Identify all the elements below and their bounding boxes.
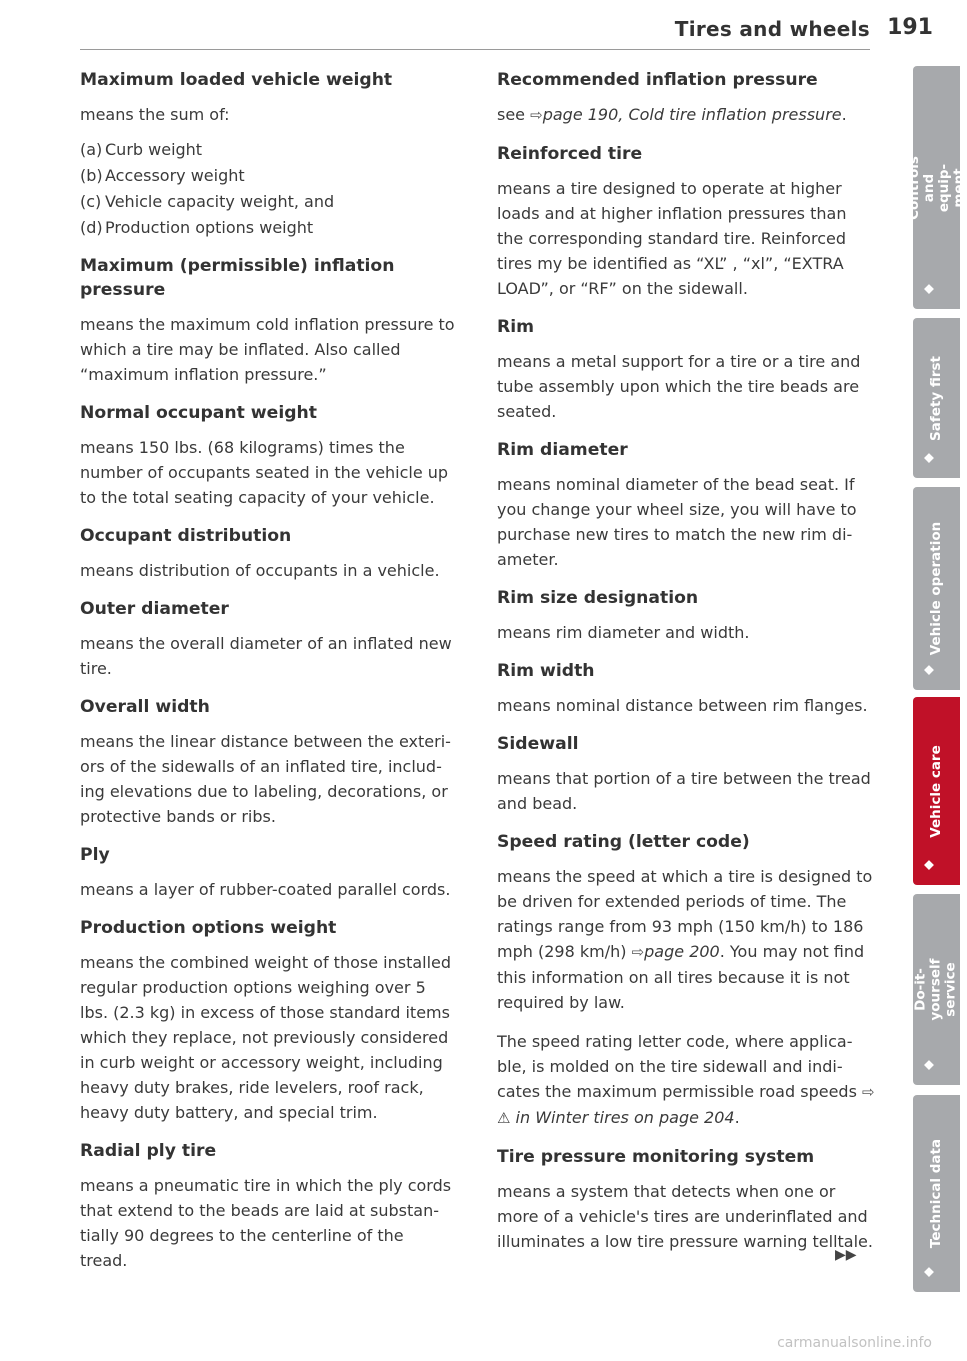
warning-triangle-icon: ⚠ xyxy=(497,1109,511,1127)
list-item-text: Accessory weight xyxy=(105,166,245,185)
tab-safety-first[interactable] xyxy=(913,318,960,478)
arrow-right-icon: ⇨ xyxy=(862,1083,875,1101)
tab-label: Technical data xyxy=(928,1138,945,1249)
definition-list xyxy=(80,137,455,240)
page-number: 191 xyxy=(887,15,933,40)
definition-text: means the combined weight of those installed regular production options weighing over 5 lbs. (2.3 kg) in excess of those standard items which they replace, not previously considered in curb weight or accessory weight, including heavy duty brakes, ride levelers, roof rack, heavy duty battery, and special trim. xyxy=(80,953,452,1122)
term-heading: Sidewall xyxy=(497,734,579,754)
tab-label: Safety first xyxy=(928,355,944,441)
list-item-text: Curb weight xyxy=(105,140,203,159)
definition-text: means nominal distance between rim flanges. xyxy=(497,696,868,715)
text-fragment: . xyxy=(841,105,847,124)
list-marker: (c) xyxy=(80,192,102,211)
definition-entry xyxy=(497,142,875,301)
list-marker: (d) xyxy=(80,218,103,237)
tab-label: Do-it-yourself service xyxy=(913,958,959,1021)
running-head: Tires and wheels xyxy=(674,17,870,41)
term-heading: Rim width xyxy=(497,661,595,681)
diamond-icon xyxy=(924,860,934,870)
term-heading: Normal occupant weight xyxy=(80,403,317,423)
text-fragment: The speed rating letter code, where applicable, is molded on the tire sidewall and indicates the maximum permissible road speeds xyxy=(497,1032,857,1101)
term-heading: Rim xyxy=(497,317,535,337)
watermark: carmanualsonline.info xyxy=(777,1335,932,1351)
definition-text: means the maximum cold inflation pressure to which a tire may be inflated. Also called “maximum inflation pressure.” xyxy=(80,315,455,384)
definition-entry xyxy=(497,438,875,572)
definition-text: means a layer of rubber-coated parallel cords. xyxy=(80,880,451,899)
definition-entry xyxy=(80,597,455,681)
list-item xyxy=(80,189,455,214)
definition-text xyxy=(497,864,875,1015)
arrow-right-icon: ⇨ xyxy=(631,943,645,961)
definition-entry xyxy=(80,254,455,387)
definition-text: means that portion of a tire between the tread and bead. xyxy=(497,769,871,813)
definition-entry xyxy=(497,586,875,645)
definition-text: means a metal support for a tire or a tire and tube assembly upon which the tire beads are seated. xyxy=(497,352,861,421)
definition-text: means nominal diameter of the bead seat. If you change your wheel size, you will have to purchase new tires to match the new rim diameter. xyxy=(497,475,857,569)
definition-entry xyxy=(80,401,455,510)
tab-label: Controls and equip- ment xyxy=(905,155,967,220)
term-heading: Production options weight xyxy=(80,918,337,938)
page-cross-reference[interactable] xyxy=(530,105,841,124)
tab-label: Vehicle operation xyxy=(928,521,945,656)
definition-text: means rim diameter and width. xyxy=(497,623,750,642)
list-item-text: Production options weight xyxy=(105,218,314,237)
left-column xyxy=(80,68,455,1287)
text-fragment: . You may not find this information on all tires because it is not required by law. xyxy=(497,942,865,1012)
header-rule xyxy=(80,49,870,50)
definition-entry xyxy=(497,68,875,128)
definition-text: means the overall diameter of an inflated new tire. xyxy=(80,634,452,678)
definition-entry xyxy=(497,732,875,816)
definition-entry xyxy=(80,524,455,583)
definition-text: means distribution of occupants in a vehicle. xyxy=(80,561,440,580)
tab-controls-and-equipment[interactable] xyxy=(905,66,967,309)
diamond-icon xyxy=(924,284,934,294)
term-heading: Reinforced tire xyxy=(497,144,643,164)
continue-arrow-icon: ▶▶ xyxy=(835,1247,857,1263)
definition-entry xyxy=(497,830,875,1131)
cross-reference-text: page 200 xyxy=(644,942,720,961)
list-item-text: Vehicle capacity weight, and xyxy=(105,192,335,211)
definition-text: means a pneumatic tire in which the ply cords that extend to the beads are laid at substantially 90 degrees to the centerline of the tread. xyxy=(80,1176,452,1270)
tab-vehicle-care[interactable] xyxy=(913,697,960,885)
list-marker: (a) xyxy=(80,140,103,159)
definition-text xyxy=(497,102,875,128)
term-heading: Ply xyxy=(80,845,110,865)
tab-vehicle-operation[interactable] xyxy=(913,487,960,690)
diamond-icon xyxy=(924,453,934,463)
term-heading: Outer diameter xyxy=(80,599,229,619)
term-heading: Overall width xyxy=(80,697,210,717)
definition-entry xyxy=(497,315,875,424)
list-item xyxy=(80,137,455,162)
text-fragment: . xyxy=(734,1108,740,1127)
definition-text xyxy=(497,1029,875,1131)
arrow-right-icon: ⇨ xyxy=(530,106,543,124)
tab-technical-data[interactable] xyxy=(913,1095,960,1292)
definition-text: means a system that detects when one or more of a vehicle's tires are underinflated and illuminates a low tire pressure warning telltale. xyxy=(497,1182,873,1251)
term-heading: Recommended inflation pressure xyxy=(497,70,818,90)
diamond-icon xyxy=(924,665,934,675)
tab-do-it-yourself-service[interactable] xyxy=(913,894,960,1085)
text-fragment: see xyxy=(497,105,526,124)
definition-entry xyxy=(80,916,455,1125)
term-heading: Rim diameter xyxy=(497,440,628,460)
tab-label: Vehicle care xyxy=(928,744,944,838)
definition-entry xyxy=(80,695,455,829)
term-heading: Maximum loaded vehicle weight xyxy=(80,70,393,90)
list-item xyxy=(80,215,455,240)
right-column xyxy=(497,68,875,1268)
list-item xyxy=(80,163,455,188)
definition-text: means 150 lbs. (68 kilograms) times the number of occupants seated in the vehicle up to the total seating capacity of your vehicle. xyxy=(80,438,449,507)
term-heading: Tire pressure monitoring system xyxy=(497,1147,815,1167)
term-heading: Radial ply tire xyxy=(80,1141,217,1161)
text-fragment: means the speed at which a tire is designed to be driven for extended periods of time. The ratings range from 93 mph (150 km/h) to 186 mph (298 km/h) xyxy=(497,867,873,961)
definition-text: means the sum of: xyxy=(80,105,230,124)
page-cross-reference[interactable] xyxy=(632,942,720,961)
definition-entry xyxy=(80,68,455,240)
cross-reference-text: in Winter tires on page 204 xyxy=(515,1108,735,1127)
definition-entry xyxy=(80,843,455,902)
list-marker: (b) xyxy=(80,166,103,185)
definition-entry xyxy=(497,1145,875,1254)
definition-text: means a tire designed to operate at higher loads and at higher inflation pressures than the corresponding standard tire. Reinforced tires my be identified as “XL” , “xl”, “EXTRA LOAD”, or “RF” on the sidewall. xyxy=(497,179,847,298)
definition-entry xyxy=(497,659,875,718)
definition-text: means the linear distance between the exteriors of the sidewalls of an inflated tire, including elevations due to labeling, decorations, or protective bands or ribs. xyxy=(80,732,451,826)
term-heading: Occupant distribution xyxy=(80,526,292,546)
term-heading: Speed rating (letter code) xyxy=(497,832,750,852)
term-heading: Maximum (permissible) inflation pressure xyxy=(80,256,395,300)
definition-entry xyxy=(80,1139,455,1273)
diamond-icon xyxy=(924,1060,934,1070)
diamond-icon xyxy=(924,1267,934,1277)
term-heading: Rim size designation xyxy=(497,588,699,608)
cross-reference-text: page 190, Cold tire inflation pressure xyxy=(542,105,842,124)
